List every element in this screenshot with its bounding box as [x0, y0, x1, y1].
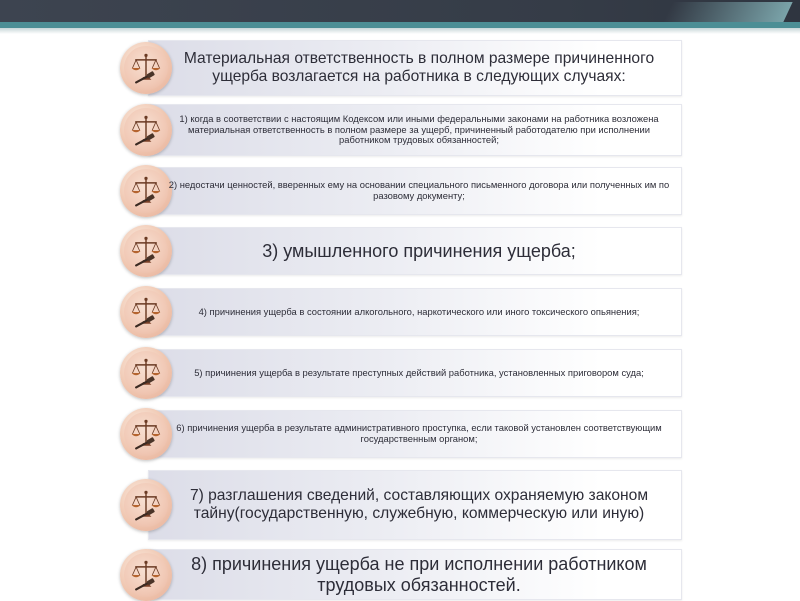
- item-text: 7) разглашения сведений, составляющих охраняемую законом тайну(государственную, служебную, коммерческую или иную): [189, 487, 649, 522]
- list-item-6: [120, 410, 682, 458]
- list-item-1: [120, 104, 682, 156]
- scales-of-justice-icon: [128, 487, 164, 523]
- item-text: Материальная ответственность в полном размере причиненного ущерба возлагается на работника в следующих случаях:: [183, 50, 655, 85]
- list-item-intro: [120, 40, 682, 96]
- list-item-2: [120, 167, 682, 215]
- list-item-8: [120, 549, 682, 600]
- item-text: 8) причинения ущерба не при исполнении работником трудовых обязанностей.: [191, 553, 647, 595]
- item-text: 1) когда в соответствии с настоящим Кодексом или иными федеральными законами на работника возложена материальная ответственность в полном размере за ущерб, причиненный работодателю при исполнении работником трудовых обязанностей;: [179, 112, 659, 146]
- scales-of-justice-icon: [128, 112, 164, 148]
- item-text: 6) причинения ущерба в результате административного проступка, если таковой установлен соответствующим государственным органом;: [176, 422, 662, 444]
- scales-of-justice-icon: [128, 233, 164, 269]
- item-text: 5) причинения ущерба в результате преступных действий работника, установленных приговором суда;: [194, 366, 644, 378]
- list-item-7: [120, 470, 682, 540]
- list-item-5: [120, 349, 682, 397]
- scales-of-justice-icon: [128, 50, 164, 86]
- scales-of-justice-icon: [128, 557, 164, 593]
- list-item-4: [120, 288, 682, 336]
- scales-of-justice-icon: [128, 355, 164, 391]
- list-item-3: [120, 227, 682, 275]
- item-text: 2) недостачи ценностей, вверенных ему на основании специального письменного договора или полученных им по разовому документу;: [168, 179, 670, 201]
- scales-of-justice-icon: [128, 294, 164, 330]
- scales-of-justice-icon: [128, 173, 164, 209]
- item-text: 4) причинения ущерба в состоянии алкогольного, наркотического или иного токсического опьянения;: [198, 305, 640, 317]
- item-text: 3) умышленного причинения ущерба;: [262, 240, 576, 261]
- scales-of-justice-icon: [128, 416, 164, 452]
